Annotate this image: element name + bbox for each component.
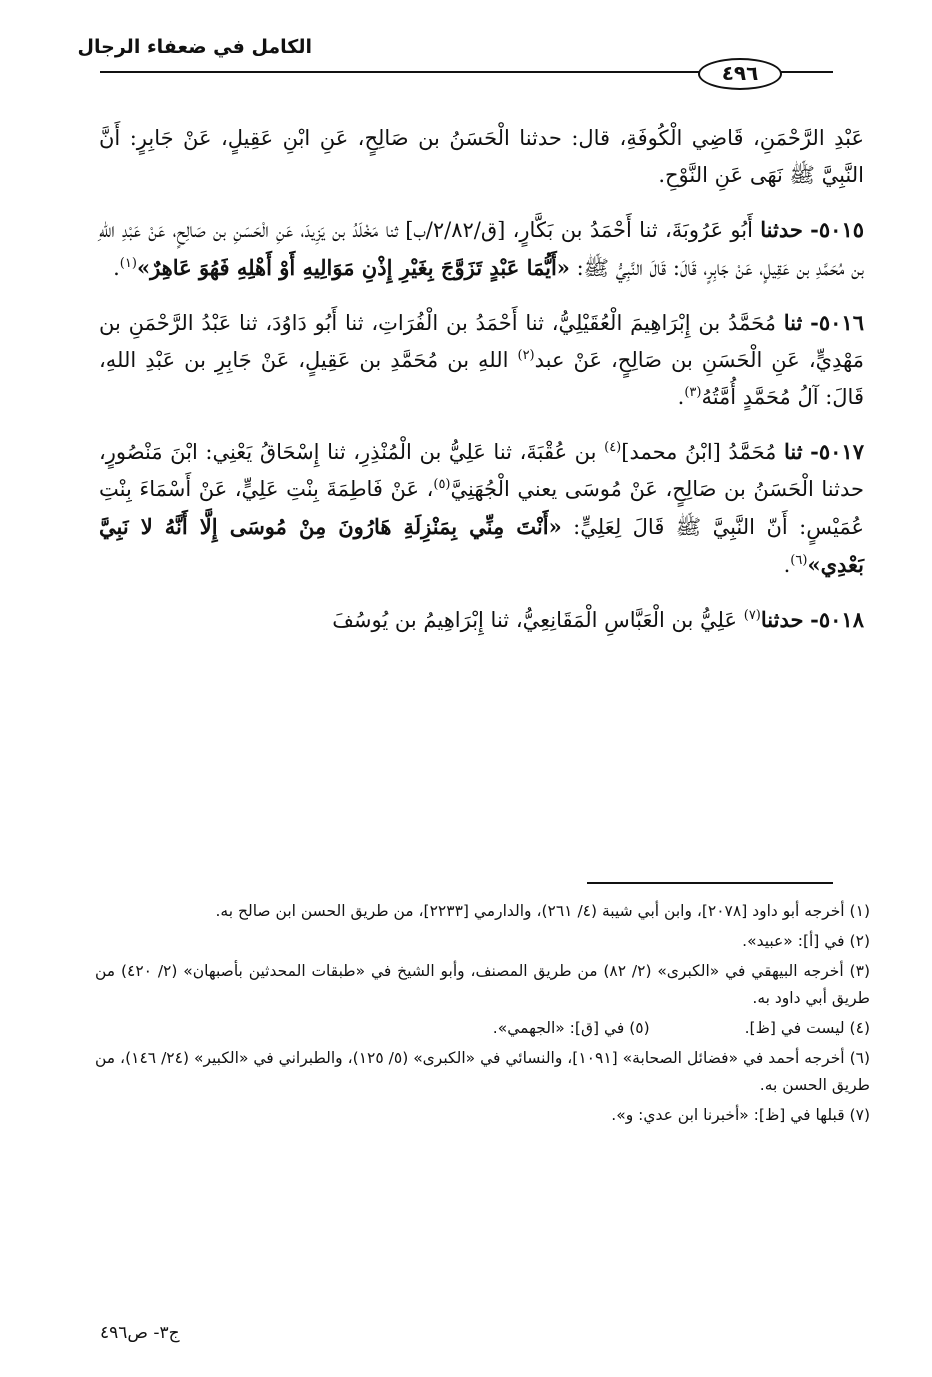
footnote-3 [95, 958, 870, 1012]
narration-keyword: ثنا [783, 310, 803, 335]
footnote-text: أخرجه أحمد في «فضائل الصحابة» [١٠٩١]، والنسائي في «الكبرى» (٥/ ١٢٥)، والطبراني في «الكبير» (٢٤/ ١٤٦)، من طريق الحسن به. [95, 1049, 870, 1094]
footnote-number: (٦) [849, 1049, 871, 1067]
narration-keyword: حدثنا [760, 217, 803, 242]
hadith-5015 [99, 211, 864, 287]
volume-page-reference: ج٣- ص٤٩٦ [100, 1323, 180, 1343]
footnotes [95, 898, 870, 1132]
hadith-matn: «أَيُّمَا عَبْدٍ تَزَوَّجَ بِغَيْرِ إِذْنِ مَوَالِيهِ أَوْ أَهْلِهِ فَهُوَ عَاهِرٌ» [136, 255, 570, 280]
footnote-number: (١) [849, 902, 870, 920]
paragraph-text: عَبْدِ الرَّحْمَنِ، قَاضِي الْكُوفَةِ، قال: حدثنا الْحَسَنُ بن صَالِحٍ، عَنِ ابْنِ عَقِيلٍ، عَنْ جَابِرٍ: أَنَّ النَّبِيَّ ﷺ نَهَى عَنِ النَّوْحِ. [99, 126, 864, 187]
footnote-text: ليست في [ظ]. [744, 1019, 845, 1037]
hadith-matn: «أَنْتَ مِنِّي بِمَنْزِلَةِ هَارُونَ مِنْ مُوسَى إِلَّا أَنَّهُ لا نَبِيَّ بَعْدِي» [99, 514, 864, 577]
footnote-ref: (٦) [790, 553, 808, 568]
sentence-end: . [677, 385, 685, 409]
footnote-2 [95, 928, 870, 955]
footnote-text: قبلها في [ظ]: «أخبرنا ابن عدي: و». [611, 1106, 845, 1124]
footnote-text: أخرجه أبو داود [٢٠٧٨]، وابن أبي شيبة (٤/ ٢٦١)، والدارمي [٢٢٣٣]، من طريق الحسن ابن صالح به. [215, 902, 845, 920]
footnote-7 [95, 1102, 870, 1129]
footnote-ref: (٥) [433, 477, 451, 492]
isnad-text-2: اللهِ بن مُحَمَّدِ بن عَقِيلٍ، عَنْ جَابِرِ بن عَبْدِ اللهِ، قَالَ: آلُ مُحَمَّدٍ أُمَّتُهُ [99, 348, 864, 409]
isnad-text-2: بن عُقْبَةَ، ثنا عَلِيُّ بن الْمُنْذِرِ، ثنا إِسْحَاقُ يَعْنِي: ابْنَ مَنْصُورٍ، حدثنا الْحَسَنُ بن صَالِحٍ، عَنْ مُوسَى يعني الْجُهَنِيَّ [99, 440, 864, 501]
footnote-4-5 [95, 1015, 870, 1042]
paragraph-continuation [99, 120, 864, 194]
hadith-5017 [99, 433, 864, 584]
isnad-text-3: ، عَنْ فَاطِمَةَ بِنْتِ عَلِيٍّ، عَنْ أَسْمَاءَ بِنْتِ عُمَيْسٍ: أَنّ النَّبِيَّ ﷺ قَالَ لِعَلِيٍّ: [99, 477, 864, 539]
hadith-number: ٥٠١٨- [810, 607, 864, 632]
footnote-ref: (١) [119, 256, 137, 271]
sentence-end: . [783, 553, 791, 577]
isnad-text: مُحَمَّدُ [ابْنُ محمد] [621, 440, 777, 464]
running-header-title: الكامل في ضعفاء الرجال [77, 36, 312, 58]
footnote-6 [95, 1045, 870, 1099]
footnote-ref: (٢) [517, 348, 535, 363]
footnote-number: (٥) [629, 1019, 650, 1037]
footnote-number: (٢) [849, 932, 870, 950]
hadith-number: ٥٠١٧- [810, 439, 864, 464]
footnote-ref: (٤) [604, 440, 622, 455]
footnote-text: في [ق]: «الجهمي». [492, 1019, 625, 1037]
footnote-ref: (٧) [743, 608, 761, 623]
footnote-1 [95, 898, 870, 925]
footnote-text: في [أ]: «عبيد». [742, 932, 845, 950]
page-number: ٤٩٦ [721, 61, 759, 85]
sentence-end: . [113, 256, 120, 280]
footnote-text: أخرجه البيهقي في «الكبرى» (٢/ ٨٢) من طريق المصنف، وأبو الشيخ في «طبقات المحدثين بأصبهان» (٢/ ٤٢٠) من طريق أبي داود به. [95, 962, 870, 1007]
footnote-separator [587, 882, 833, 884]
footnote-number: (٣) [849, 962, 870, 980]
hadith-number: ٥٠١٥- [810, 217, 865, 242]
main-text [99, 120, 864, 639]
footnote-number: (٧) [849, 1106, 870, 1124]
narration-keyword: ثنا [783, 439, 803, 464]
hadith-5016 [99, 304, 864, 416]
isnad-text: عَلِيُّ بن الْعَبَّاسِ الْمَقَانِعِيُّ، ثنا إِبْرَاهِيمُ بن يُوسُفَ [332, 608, 738, 632]
footnote-ref: (٣) [684, 385, 702, 400]
footnote-number: (٤) [849, 1019, 870, 1037]
isnad-text: أَبُو عَرُوبَةَ، ثنا أَحْمَدُ بن بَكَّارٍ، [ق/٢/٨٢/ب] ثنا مَخْلَدُ بن يَزِيدَ، عَنِ الْحَسَنِ بن صَالِحٍ، عَنْ عَبْدِ اللهِ بن مُحَمَّدِ بن عَقِيلٍ، عَنْ جَابِرٍ، قَالَ: قَالَ النَّبِيُّ ﷺ: [99, 218, 864, 280]
hadith-number: ٥٠١٦- [810, 310, 864, 335]
hadith-5018 [99, 601, 864, 639]
isnad-text: مُحَمَّدُ بن إِبْرَاهِيمَ الْعُقَيْلِيُّ، ثنا أَحْمَدُ بن الْفُرَاتِ، ثنا أَبُو دَاوُدَ، ثنا عَبْدُ الرَّحْمَنِ بن مَهْدِيٍّ، عَنِ الْحَسَنِ بن صَالِحٍ، عَنْ عبد [99, 311, 864, 372]
narration-keyword: حدثنا [760, 607, 804, 632]
